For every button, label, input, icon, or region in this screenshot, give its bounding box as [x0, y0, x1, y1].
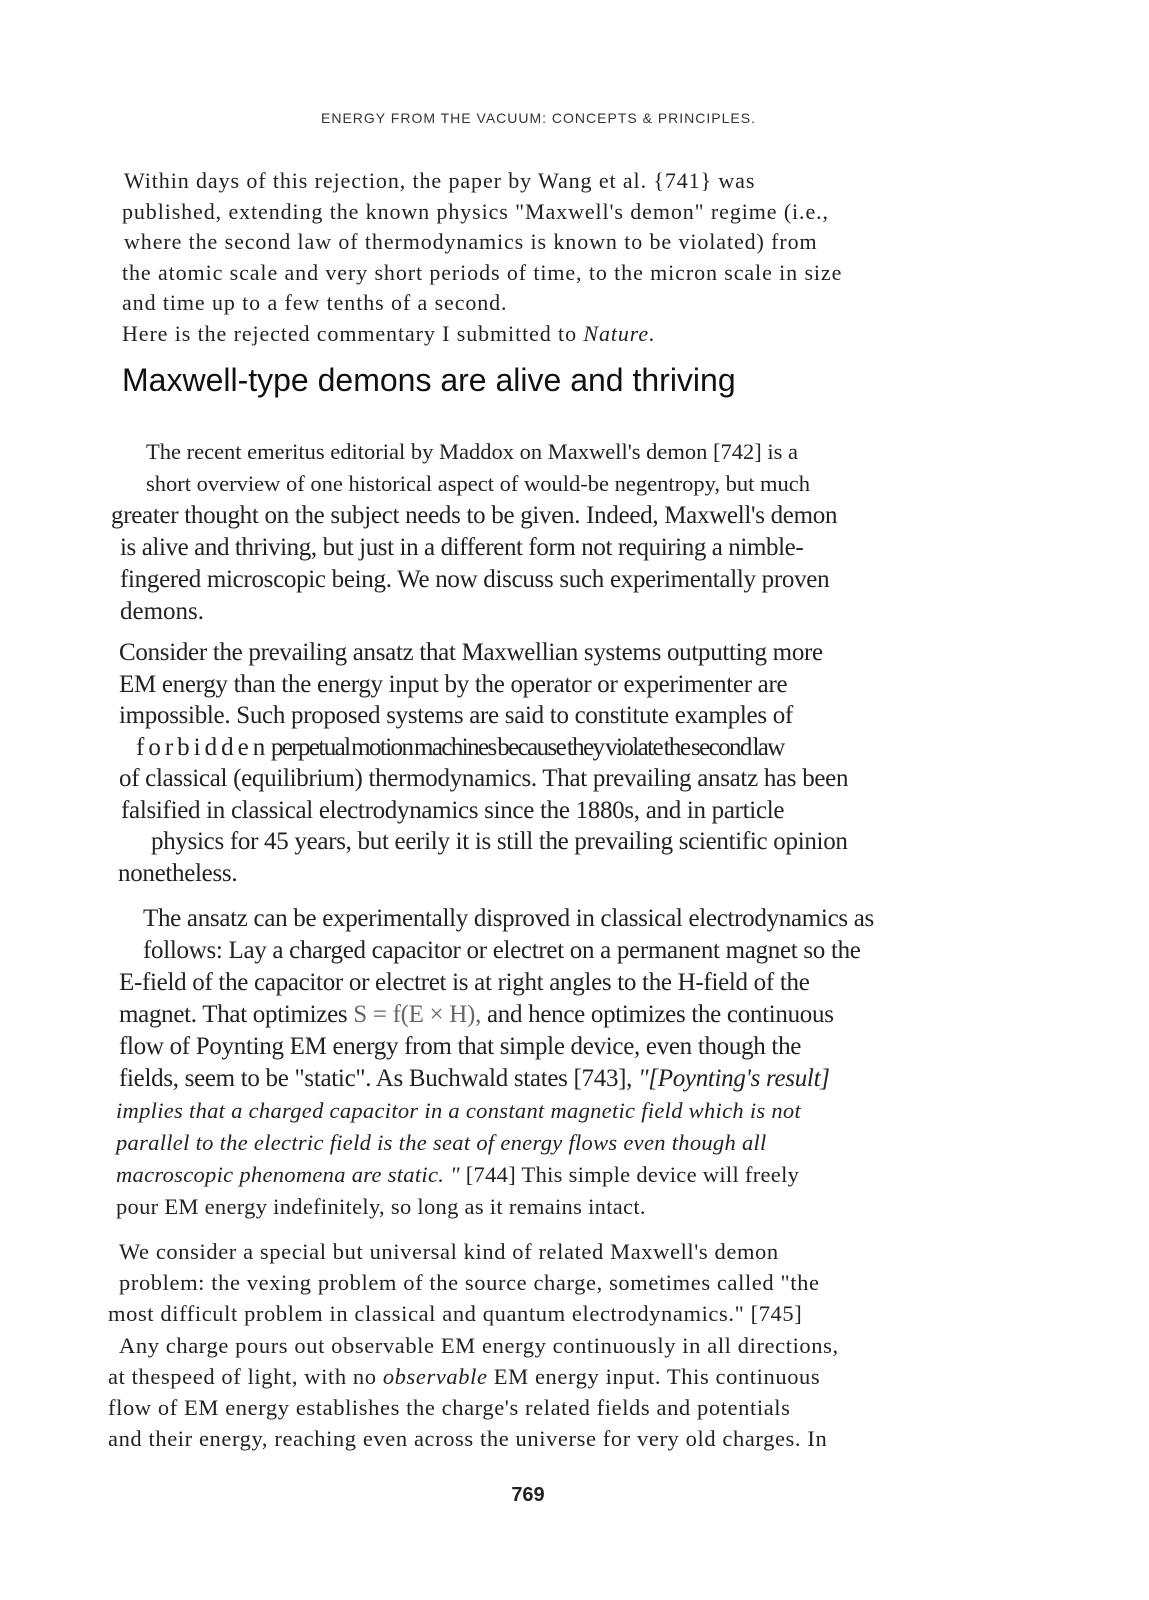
text-line: demons. [120, 598, 205, 625]
text-line: flow of Poynting EM energy from that simple device, even though the [119, 1033, 802, 1060]
text-run: fields, seem to be "static". As Buchwald states [743], [119, 1065, 639, 1092]
body-paragraph-3 [0, 903, 874, 1223]
body-paragraph-2 [0, 637, 848, 889]
text-line: physics for 45 years, but eerily it is still the prevailing scientific opinion [151, 828, 848, 855]
text-run: perpetual motion machines because they violate the second law [269, 733, 784, 761]
quotation: macroscopic phenomena are static. " [116, 1162, 460, 1187]
text-line: published, extending the known physics "Maxwell's demon" regime (i.e., [122, 198, 829, 224]
body-paragraph-1 [0, 436, 837, 628]
text-line [122, 319, 842, 350]
text-line: follows: Lay a charged capacitor or electret on a permanent magnet so the [143, 937, 861, 964]
text-line: nonetheless. [118, 859, 238, 887]
text-line: is alive and thriving, but just in a different form not requiring a nimble- [120, 534, 804, 561]
text-run: EM energy input. This continuous [487, 1363, 821, 1389]
text-run: [744] This simple device will freely [459, 1162, 800, 1187]
text-line: We consider a special but universal kind of related Maxwell's demon [119, 1239, 779, 1264]
text-line [119, 1063, 874, 1095]
section-heading: Maxwell-type demons are alive and thriving [122, 362, 736, 398]
text-line: where the second law of thermodynamics is known to be violated) from [124, 229, 818, 254]
page-number: 769 [511, 1484, 545, 1506]
quotation: "[Poynting's result] [638, 1065, 830, 1092]
text-line [116, 1159, 874, 1191]
text-line: short overview of one historical aspect of would-be negentropy, but much [146, 471, 810, 496]
text-line: and their energy, reaching even across the universe for very old charges. In [108, 1426, 828, 1452]
text-line [119, 999, 874, 1031]
quotation-line: implies that a charged capacitor in a constant magnetic field which is not [116, 1098, 802, 1123]
text-line: of classical (equilibrium) thermodynamics. That prevailing ansatz has been [119, 765, 849, 792]
text-run: and hence optimizes the continuous [481, 1001, 834, 1028]
text-line: problem: the vexing problem of the source charge, sometimes called "the [119, 1270, 820, 1296]
text-line: Within days of this rejection, the paper by Wang et al. {741} was [124, 168, 756, 193]
poynting-formula: S = f(E × H), [353, 1001, 482, 1028]
text-line: impossible. Such proposed systems are said to constitute examples of [119, 702, 793, 729]
text-line: pour EM energy indefinitely, so long as it remains intact. [116, 1194, 646, 1219]
text-line: flow of EM energy establishes the charge's related fields and potentials [108, 1395, 791, 1421]
text-line: the atomic scale and very short periods of time, to the micron scale in size [122, 259, 843, 285]
journal-name: Nature. [583, 320, 656, 346]
text-run: magnet. That optimizes [119, 1001, 354, 1028]
emphasis: observable [382, 1363, 488, 1389]
text-run: forbidden [136, 733, 270, 761]
text-line [108, 1361, 839, 1392]
text-line: Any charge pours out observable EM energy continuously in all directions, [119, 1332, 839, 1358]
body-paragraph-4 [0, 1236, 839, 1454]
text-line: E-field of the capacitor or electret is at right angles to the H-field of the [119, 969, 810, 996]
text-line: falsified in classical electrodynamics since the 1880s, and in particle [121, 796, 785, 824]
text-line: Consider the prevailing ansatz that Maxwellian systems outputting more [119, 639, 823, 666]
text-run: at thespeed of light, with no [108, 1363, 383, 1389]
text-line: EM energy than the energy input by the operator or experimenter are [119, 670, 788, 698]
text-line: greater thought on the subject needs to be given. Indeed, Maxwell's demon [111, 502, 838, 529]
text-line: The ansatz can be experimentally disproved in classical electrodynamics as [143, 905, 874, 932]
text-line: most difficult problem in classical and quantum electrodynamics." [745] [108, 1301, 803, 1327]
text-line: The recent emeritus editorial by Maddox on Maxwell's demon [742] is a [146, 439, 799, 464]
intro-paragraph [0, 166, 842, 349]
quotation-line: parallel to the electric field is the seat of energy flows even though all [116, 1130, 767, 1155]
text-run: Here is the rejected commentary I submitted to [122, 320, 584, 346]
text-line: and time up to a few tenths of a second. [122, 290, 508, 315]
running-header: ENERGY FROM THE VACUUM: CONCEPTS & PRINCIPLES. [321, 110, 756, 126]
text-line: fingered microscopic being. We now discuss such experimentally proven [120, 566, 830, 593]
text-line [136, 732, 848, 764]
